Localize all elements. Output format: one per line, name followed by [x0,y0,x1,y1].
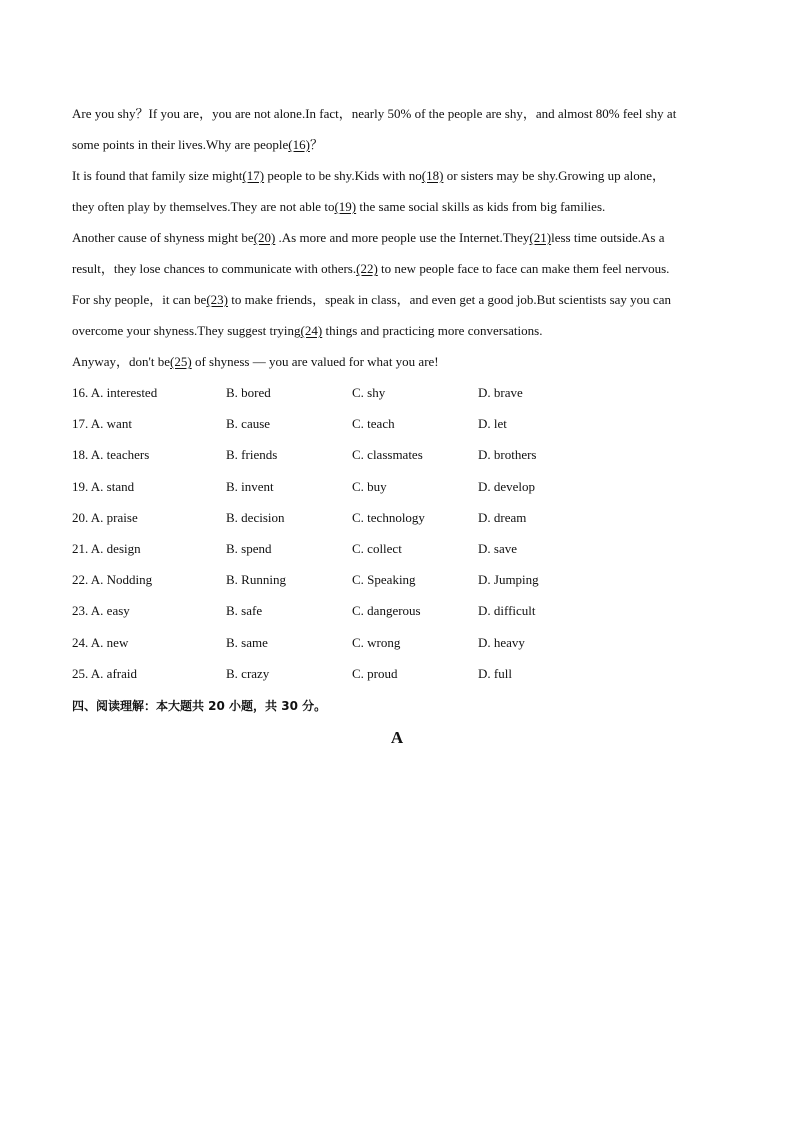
option-d: D. dream [478,509,527,525]
passage-text: ？ [309,137,323,152]
blank-24: (24) [300,323,323,338]
option-c: C. wrong [352,634,401,650]
passage-text: people to be shy.Kids with no [264,168,422,183]
blank-17: (17) [242,168,265,183]
passage-line [72,315,724,346]
question-row [72,439,724,470]
option-c: C. dangerous [352,603,421,619]
option-d: D. let [478,416,507,432]
question-row [72,408,724,439]
passage-text: less time outside.As a [551,230,665,245]
question-row [72,627,724,658]
question-row [72,502,724,533]
option-a: 19. A. stand [72,478,135,494]
passage-line [72,129,724,160]
passage-text: the same social skills as kids from big families. [356,199,606,214]
passage-text: to new people face to face can make them feel nervous. [377,261,670,276]
section-heading: 四、阅读理解：本大题共 20 小题，共 30 分。 [72,698,327,713]
exam-page [72,98,724,722]
option-d: D. save [478,540,517,556]
passage-line [72,160,724,191]
question-row [72,471,724,502]
option-b: B. invent [226,478,274,494]
option-a: 23. A. easy [72,603,130,619]
passage-text: of shyness — you are valued for what you are! [191,354,439,369]
option-b: B. friends [226,447,278,463]
option-d: D. difficult [478,603,536,619]
question-row [72,595,724,626]
option-b: B. crazy [226,665,270,681]
answer-options [72,377,724,689]
passage-text: things and practicing more conversations. [322,323,543,338]
option-d: D. full [478,665,512,681]
question-row [72,564,724,595]
option-d: D. develop [478,478,536,494]
option-b: B. decision [226,509,285,525]
blank-21: (21) [529,230,552,245]
option-d: D. heavy [478,634,525,650]
passage-text: Anyway，don't be [72,354,171,369]
passage-line [72,191,724,222]
passage-line [72,346,724,377]
blank-25: (25) [170,354,192,369]
passage-text: For shy people，it can be [72,292,207,307]
blank-22: (22) [356,261,378,276]
option-a: 18. A. teachers [72,447,150,463]
question-row [72,377,724,408]
passage-text: some points in their lives.Why are people [72,137,289,152]
option-b: B. safe [226,603,263,619]
option-a: 25. A. afraid [72,665,137,681]
option-a: 24. A. new [72,634,129,650]
blank-23: (23) [206,292,228,307]
option-a: 20. A. praise [72,509,138,525]
passage-text: overcome your shyness.They suggest trying [72,323,301,338]
option-c: C. proud [352,665,398,681]
passage-text: .As more and more people use the Internet.They [275,230,530,245]
passage-text: result，they lose chances to communicate with others. [72,261,357,276]
option-c: C. technology [352,509,425,525]
passage-line [72,253,724,284]
option-d: D. Jumping [478,572,539,588]
option-d: D. brave [478,385,523,400]
option-a: 21. A. design [72,540,141,556]
option-b: B. cause [226,416,271,432]
passage-text: Are you shy？If you are，you are not alone.In fact，nearly 50% of the people are shy，and almost 80% feel shy at [72,106,677,121]
passage-text: they often play by themselves.They are not able to [72,199,335,214]
question-row [72,658,724,689]
option-c: C. collect [352,540,402,556]
passage-line [72,222,724,253]
passage-line [72,284,724,315]
part-title: A [390,728,404,747]
option-c: C. classmates [352,447,423,463]
option-b: B. spend [226,540,272,556]
option-d: D. brothers [478,447,537,463]
passage-text: to make friends，speak in class，and even get a good job.But scientists say you can [227,292,671,307]
blank-20: (20) [253,230,276,245]
blank-19: (19) [334,199,357,214]
passage-text: Another cause of shyness might be [72,230,254,245]
option-c: C. teach [352,416,395,432]
option-c: C. Speaking [352,572,416,588]
option-b: B. bored [226,385,271,400]
cloze-passage [72,98,724,377]
passage-text: It is found that family size might [72,168,243,183]
passage-line [72,98,724,129]
option-c: C. buy [352,478,387,494]
question-row [72,533,724,564]
blank-16: (16) [288,137,310,152]
option-b: B. Running [226,572,286,588]
blank-18: (18) [421,168,444,183]
option-a: 17. A. want [72,416,132,432]
option-a: 22. A. Nodding [72,572,153,588]
option-c: C. shy [352,385,386,400]
option-b: B. same [226,634,268,650]
option-a: 16. A. interested [72,385,158,400]
passage-text: or sisters may be shy.Growing up alone， [443,168,666,183]
